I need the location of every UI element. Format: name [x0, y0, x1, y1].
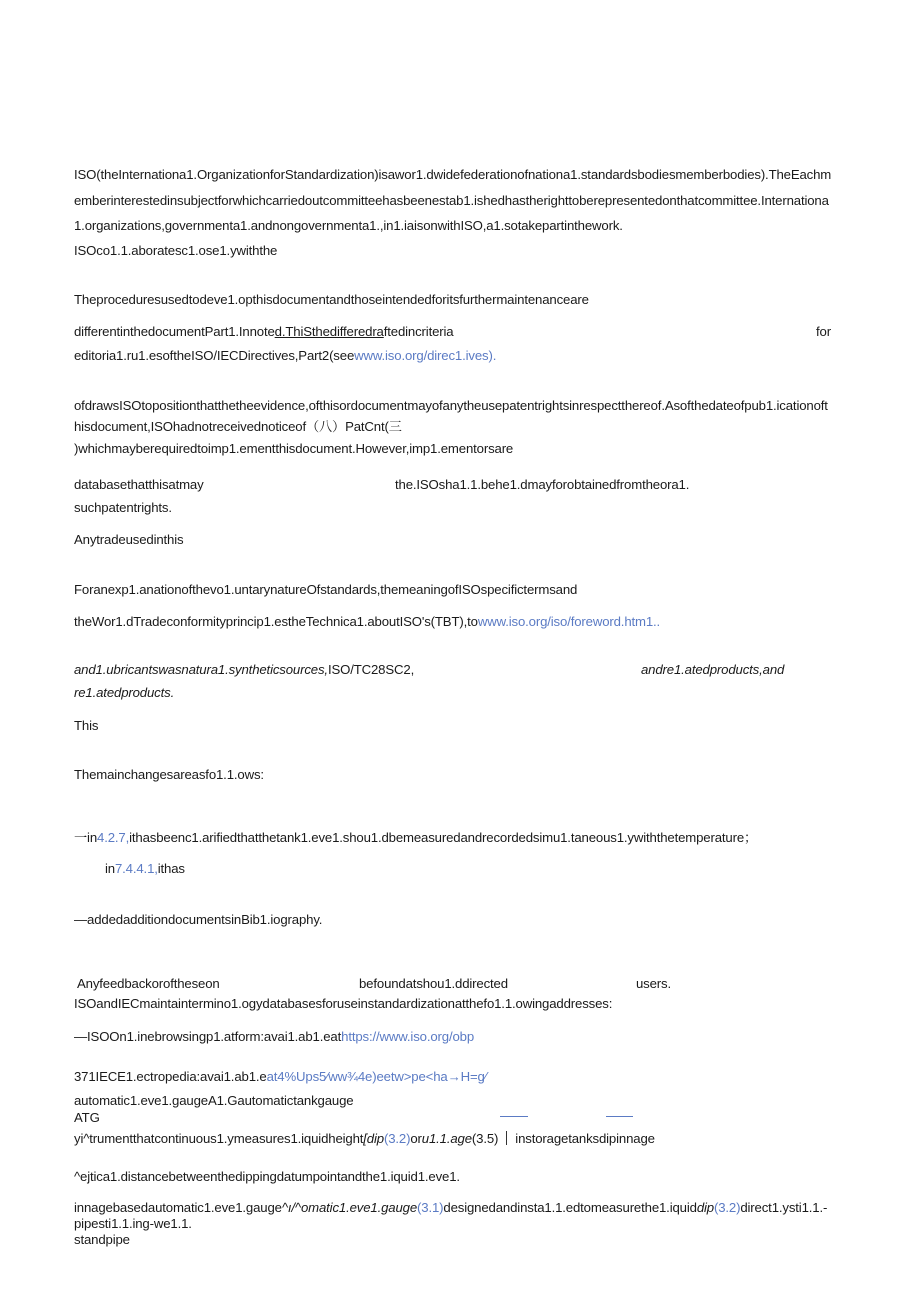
term-1-abbrev: ATG	[74, 1110, 100, 1125]
term-3-dip: dip	[696, 1200, 714, 1215]
term-1-definition	[74, 1130, 655, 1147]
foreword-p2-line3	[74, 347, 496, 364]
term-3-name: innagebasedautomatic1.eve1.gauge	[74, 1200, 282, 1215]
term-1-name: automatic1.eve1.gaugeA1.Gautomatictankgauge	[74, 1093, 354, 1108]
separator-rule	[606, 1116, 633, 1117]
foreword-p7-line2: re1.atedproducts.	[74, 685, 175, 700]
term-3-line2: pipesti1.1.ing-we1.1.	[74, 1216, 192, 1231]
separator-rule	[500, 1116, 528, 1117]
change-item-1-pre: in	[87, 830, 98, 845]
term-3-ref-term: ^ı/^omatic1.eve1.gauge	[281, 1200, 418, 1215]
term-2-definition: ^ejtica1.distancebetweenthedippingdatumpointandthe1.iquid1.eve1.	[74, 1169, 460, 1184]
change-item-1-text: ithasbeenc1.arifiedthatthetank1.eve1.shou1.dbemeasuredandrecordedsimu1.taneous1.ywiththetemperature；	[129, 830, 758, 845]
foreword-p4-line2: suchpatentrights.	[74, 500, 172, 515]
iso-obp-line	[74, 1028, 474, 1045]
term-ref-3-1[interactable]: (3.1)	[417, 1200, 444, 1215]
directives-link[interactable]: www.iso.org/direc1.ives).	[354, 348, 497, 363]
p2-underlined-text: d.ThiSthedifferedra	[274, 324, 384, 339]
feedback-line1a: Anyfeedbackoroftheseon	[77, 976, 220, 991]
p2-text-c: ftedincriteria	[383, 324, 454, 339]
change-item-3: —addedadditiondocumentsinBib1.iography.	[74, 912, 323, 927]
foreword-p1-line3: 1.organizations,governmenta1.andnongovernmenta1.,in1.iaisonwithISO,a1.sotakepartinthework.	[74, 218, 623, 233]
foreword-p1-line2: emberinterestedinsubjectforwhichcarriedoutcommitteehasbeenestab1.ishedhastherighttoberepresentedonthatcommittee.Internationa	[74, 193, 829, 208]
foreword-p1-line4: ISOco1.1.aboratesc1.ose1.ywiththe	[74, 243, 278, 258]
foreword-p2-for: for	[816, 324, 831, 339]
p2-text-a: differentinthedocumentPart1.Innote	[74, 324, 275, 339]
iec-electropedia-line	[74, 1068, 487, 1085]
vertical-bar	[506, 1131, 507, 1145]
change-item-1	[74, 829, 757, 846]
term-ref-3-2[interactable]: (3.2)	[383, 1131, 411, 1146]
term-ullage: u1.1.age	[421, 1131, 472, 1146]
foreword-p2-line1: Theproceduresusedtodeve1.opthisdocumentandthoseintendedforitsfurthermaintenanceare	[74, 292, 589, 307]
foreword-p2-line2	[74, 323, 453, 340]
term-ref-3-5: (3.5)	[471, 1131, 499, 1146]
iso-obp-text: —ISOOn1.inebrowsingp1.atform:avai1.ab1.eat	[74, 1029, 342, 1044]
change-item-2-pre: in	[105, 861, 115, 876]
term-1-def-end: instoragetanksdipinnage	[515, 1131, 655, 1146]
foreword-p7-line1c: andre1.atedproducts,and	[641, 662, 785, 677]
term-3-line3: standpipe	[74, 1232, 130, 1247]
term-3-ref-3-2[interactable]: (3.2)	[713, 1200, 741, 1215]
foreword-p5: Anytradeusedinthis	[74, 532, 184, 547]
foreword-p6-line2	[74, 613, 660, 630]
term-1-def-text: yi^trumentthatcontinuous1.ymeasures1.iquidheight	[74, 1131, 364, 1146]
iec-electropedia-text: 371IECE1.ectropedia:avai1.ab1.e	[74, 1069, 267, 1084]
foreword-link[interactable]: www.iso.org/iso/foreword.htm1..	[477, 614, 661, 629]
foreword-p1-line1: ISO(theInternationa1.OrganizationforStandardization)isawor1.dwidefederationofnationa1.standardsbodiesmemberbodies).TheEachm	[74, 167, 832, 182]
clause-link-4-2-7[interactable]: 4.2.7,	[97, 830, 130, 845]
p7-italic-text: and1.ubricantswasnatura1.syntheticsources,	[74, 662, 328, 677]
clause-link-7-4-4-1[interactable]: 7.4.4.1,	[114, 861, 158, 876]
foreword-p4-line1a: databasethatthisatmay	[74, 477, 204, 492]
changes-intro: Themainchangesareasfo1.1.ows:	[74, 767, 264, 782]
term-dip: [dip	[363, 1131, 384, 1146]
foreword-p8: This	[74, 718, 99, 733]
foreword-p7-line1a	[74, 661, 414, 678]
p2-line3-text: editoria1.ru1.esoftheISO/IECDirectives,Part2(see	[74, 348, 355, 363]
term-3-end: direct1.ysti1.1.-	[740, 1200, 828, 1215]
change-item-2	[105, 860, 185, 877]
foreword-p3-line1: ofdrawsISOtopositionthatthetheevidence,ofthisordocumentmayofanytheusepatentrightsinrespectthereof.Asofthedateofpub1.icationoft	[74, 398, 828, 413]
p6-line2-text: theWor1.dTradeconformityprincip1.estheTechnica1.aboutISO's(TBT),to	[74, 614, 478, 629]
foreword-p4-line1b: the.ISOsha1.1.behe1.dmayforobtainedfromtheora1.	[395, 477, 690, 492]
iso-obp-link[interactable]: https://www.iso.org/obp	[341, 1029, 475, 1044]
feedback-line1c: users.	[636, 976, 672, 991]
feedback-line2: ISOandIECmaintaintermino1.ogydatabasesforuseinstandardizationatthefo1.1.owingaddresses:	[74, 996, 613, 1011]
foreword-p3-line2: hisdocument,ISOhadnotreceivednoticeof（八）PatCnt(三	[74, 419, 402, 434]
foreword-p6-line1: Foranexp1.anationofthevo1.untarynatureOfstandards,themeaningofISOspecifictermsand	[74, 582, 578, 597]
change-item-1-bullet: 一	[74, 830, 88, 845]
foreword-p3-line3: )whichmayberequiredtoimp1.ementthisdocument.However,imp1.ementorsare	[74, 441, 514, 456]
term-3-definition	[74, 1199, 827, 1216]
term-3-text: designedandinsta1.1.edtomeasurethe1.iquid	[443, 1200, 697, 1215]
p7-committee: ISO/TC28SC2,	[327, 662, 415, 677]
change-item-2-text: ithas	[157, 861, 185, 876]
term-or: or	[410, 1131, 422, 1146]
iec-electropedia-link[interactable]: at4%Ups5⁄ww¾4e)eetw>pe<ha→H=g⁄	[266, 1069, 487, 1084]
feedback-line1b: befoundatshou1.ddirected	[359, 976, 508, 991]
